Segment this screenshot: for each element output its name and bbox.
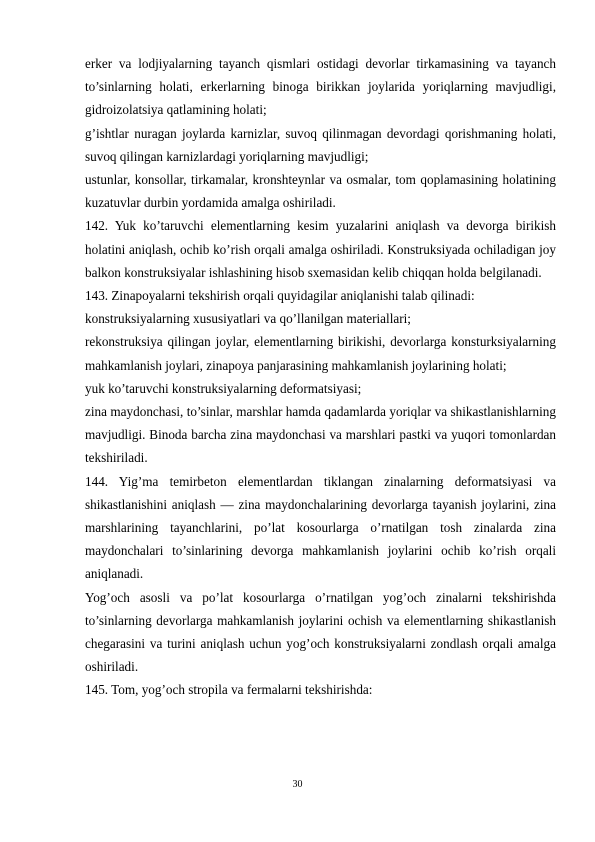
paragraph-zina-maydonchasi: zina maydonchasi, to’sinlar, marshlar hamda qadamlarda yoriqlar va shikastlanishlarning mavjudligi. Binoda barcha zina maydonchasi va marshlari pastki va yuqori tomonlardan tekshiriladi. [85, 404, 556, 466]
paragraph-rekonstruksiya: rekonstruksiya qilingan joylar, elementlarning birikishi, devorlarga konsturksiyalarning mahkamlanish joylari, zinapoya panjarasining mahkamlanish joylarining holati; [85, 334, 556, 373]
paragraph-ustunlar-konsollar: ustunlar, konsollar, tirkamalar, kronshteynlar va osmalar, tom qoplamasining holatining kuzatuvlar durbin yordamida amalga oshiriladi. [85, 172, 556, 211]
paragraph-144: 144. Yig’ma temirbeton elementlardan tiklangan zinalarning deformatsiyasi va shikastlanishini aniqlash — zina maydonchalarining devorlarga tayanish joylarini, zina marshlarining tayanchlarini, po’lat kosourlarga o’rnatilgan tosh zinalarda zina maydonchalari to’sinlarining devorga mahkamlanish joylarini ochib ko’rish orqali aniqlanadi. [85, 473, 556, 582]
paragraph-yogoch-zinalar: Yog’och asosli va po’lat kosourlarga o’rnatilgan yog’och zinalarni tekshirishda to’sinlarning devorlarga mahkamlanish joylarini ochish va elementlarning shikastlanish chegarasini va turini aniqlash uchun yog’och konstruksiyalarni zondlash orqali amalga oshiriladi. [85, 589, 556, 675]
paragraph-erker-lodjiya: erker va lodjiyalarning tayanch qismlari ostidagi devorlar tirkamasining va tayanch to’sinlarning holati, erkerlarning binoga birikkan joylarida yoriqlarning mavjudligi, gidroizolatsiya qatlamining holati; [85, 56, 556, 118]
paragraph-materiallar: konstruksiyalarning xususiyatlari va qo’llanilgan materiallari; [85, 311, 411, 327]
page-number: 30 [292, 779, 303, 790]
paragraph-gisht-karniz: g’ishtlar nuragan joylarda karnizlar, suvoq qilinmagan devordagi qorishmaning holati, suvoq qilingan karnizlardagi yoriqlarning mavjudligi; [85, 125, 556, 164]
paragraph-deformatsiya: yuk ko’taruvchi konstruksiyalarning deformatsiyasi; [85, 380, 362, 396]
document-body [85, 52, 556, 702]
paragraph-143: 143. Zinapoyalarni tekshirish orqali quyidagilar aniqlanishi talab qilinadi: [85, 288, 475, 304]
paragraph-145: 145. Tom, yog’och stropila va fermalarni tekshirishda: [85, 682, 373, 698]
paragraph-142: 142. Yuk ko’taruvchi elementlarning kesim yuzalarini aniqlash va devorga birikish holatini aniqlash, ochib ko’rish orqali amalga oshiriladi. Konstruksiyada ochiladigan joy balkon konstruksiyalar ishlashining hisob sxemasidan kelib chiqqan holda belgilanadi. [85, 218, 556, 280]
